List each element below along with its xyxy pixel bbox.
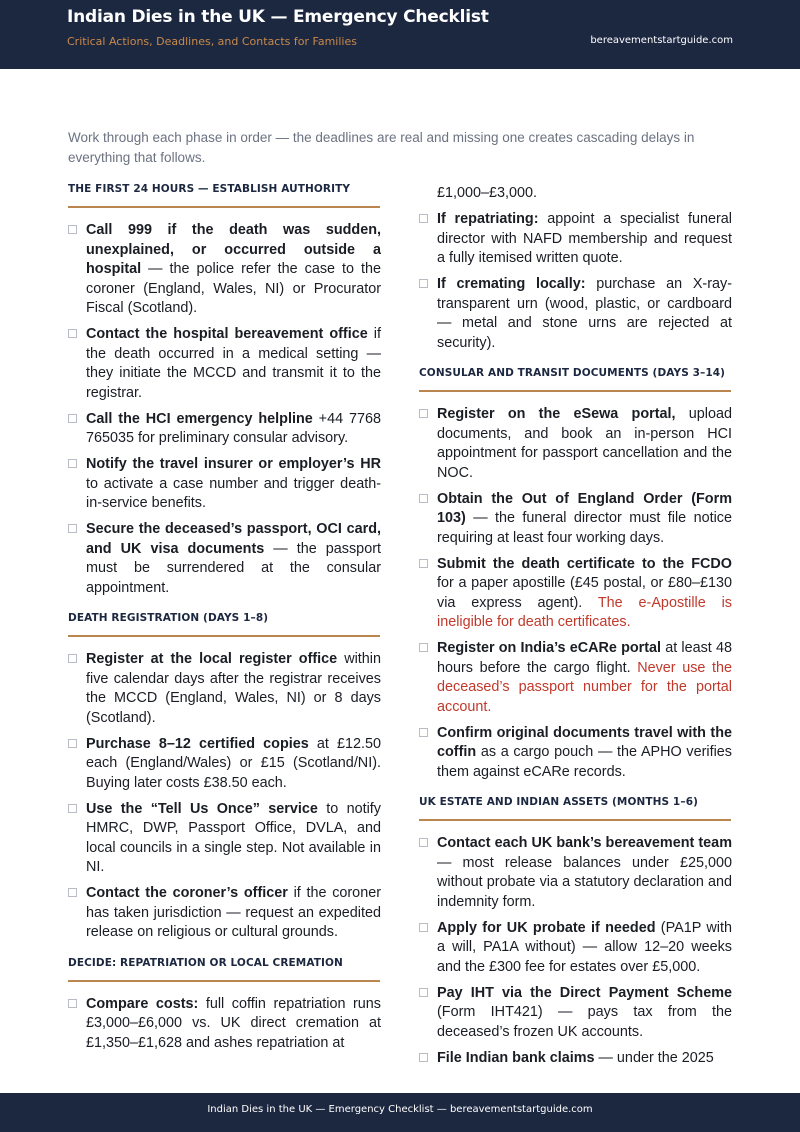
checkbox[interactable] [419, 728, 428, 737]
page-footer: Indian Dies in the UK — Emergency Checklist — bereavementstartguide.com [0, 1093, 800, 1132]
section-decide [68, 957, 381, 1054]
item-detail: — most release balances under £25,000 without probate via a statutory declaration and indemnity form. [437, 854, 732, 910]
item-detail: at £12.50 each (England/Wales) or £15 (Scotland/NI). Buying later costs £38.50 each. [86, 735, 382, 791]
item-action: File Indian bank claims [437, 1049, 595, 1066]
checkbox[interactable] [419, 494, 428, 503]
section-divider [68, 206, 380, 208]
checkbox[interactable] [68, 524, 77, 533]
checklist-item [419, 210, 732, 269]
section-estate [419, 796, 732, 1068]
checklist-item [419, 275, 732, 353]
item-detail: (PA1P with a will, PA1A without) — allow 12–20 weeks and the £300 fee for estates over £5,000. [437, 919, 732, 975]
section-heading: UK ESTATE AND INDIAN ASSETS (MONTHS 1–6) [419, 796, 698, 808]
checklist-item [68, 884, 381, 943]
item-action: Use the “Tell Us Once” service [86, 800, 318, 817]
item-detail: +44 7768 765035 for preliminary consular advisory. [86, 410, 382, 446]
checkbox[interactable] [419, 923, 428, 932]
item-detail: (Form IHT421) — pays tax from the deceased’s frozen UK accounts. [437, 1004, 732, 1040]
item-action: Register at the local register office [86, 651, 338, 667]
item-action: Contact the coroner’s officer [86, 885, 288, 901]
section-first-24-hours [68, 183, 381, 598]
checklist-item [419, 834, 732, 912]
checkbox[interactable] [68, 329, 77, 338]
item-action: Confirm original documents travel with the coffin [437, 724, 732, 760]
item-detail: if the coroner has taken jurisdiction — request an expedited release on religious or cultural grounds. [86, 885, 381, 940]
item-action: Notify the travel insurer or employer’s HR [86, 456, 381, 472]
continued-text: £1,000–£3,000. [437, 185, 538, 201]
checklist-item [419, 490, 732, 549]
section-death-registration [68, 612, 381, 943]
item-action: Compare costs: [86, 995, 199, 1012]
section-divider [68, 635, 380, 637]
item-action: Secure the deceased’s passport, OCI card, and UK visa documents [86, 521, 381, 557]
checkbox[interactable] [68, 414, 77, 423]
item-detail: to notify HMRC, DWP, Passport Office, DVLA, and local councils in a single step. Not available in NI. [86, 800, 381, 875]
section-divider [419, 390, 731, 392]
item-warning: Never use the deceased’s passport number for the portal account. [437, 659, 732, 715]
item-detail: — the police refer the case to the coroner (England, Wales, NI) or Procurator Fiscal (Scotland). [86, 261, 381, 316]
item-action: Submit the death certificate to the FCDO [437, 555, 732, 572]
checkbox[interactable] [419, 559, 428, 568]
item-action: Contact each UK bank’s bereavement team [437, 835, 732, 851]
item-action: Pay IHT via the Direct Payment Scheme [437, 984, 732, 1001]
left-column [68, 183, 381, 1067]
document-title: Indian Dies in the UK — Emergency Checklist [67, 7, 489, 27]
section-heading: DEATH REGISTRATION (DAYS 1–8) [68, 612, 269, 624]
item-detail: at least 48 hours before the cargo flight. [437, 640, 732, 676]
item-detail: to activate a case number and trigger death-in-service benefits. [86, 475, 381, 511]
checkbox[interactable] [68, 225, 77, 234]
checkbox[interactable] [419, 1053, 428, 1062]
item-detail: — under the 2025 [594, 1049, 714, 1066]
item-detail: full coffin repatriation runs £3,000–£6,000 vs. UK direct cremation at £1,350–£1,628 and ashes repatriation at [86, 995, 382, 1051]
checklist-item [68, 995, 381, 1054]
checklist-item [68, 455, 381, 514]
item-action: Purchase 8–12 certified copies [86, 735, 309, 752]
checkbox[interactable] [419, 279, 428, 288]
item-action: Register on India’s eCARe portal [437, 640, 662, 656]
item-detail: appoint a specialist funeral director with NAFD membership and request a fully itemised written quote. [437, 211, 732, 266]
checklist-item [68, 735, 381, 794]
checkbox[interactable] [419, 214, 428, 223]
item-action: Apply for UK probate if needed [437, 919, 656, 936]
checkbox[interactable] [68, 999, 77, 1008]
item-action: If cremating locally: [437, 276, 586, 292]
item-action: Register on the eSewa portal, [437, 406, 676, 422]
section-heading: CONSULAR AND TRANSIT DOCUMENTS (DAYS 3–14) [419, 367, 726, 379]
checkbox[interactable] [68, 459, 77, 468]
checkbox[interactable] [419, 988, 428, 997]
section-heading: THE FIRST 24 HOURS — ESTABLISH AUTHORITY [68, 183, 351, 195]
item-action: Call 999 if the death was sudden, unexplained, or occurred outside a hospital [86, 222, 381, 277]
section-decide-continued [419, 210, 732, 353]
item-detail: within five calendar days after the registrar receives the MCCD (England, Wales, NI) or 8 days (Scotland). [86, 651, 381, 726]
item-detail: if the death occurred in a medical setting — they initiate the MCCD and transmit it to the registrar. [86, 326, 381, 401]
right-column [419, 184, 732, 1082]
site-url[interactable]: bereavementstartguide.com [590, 35, 733, 46]
page-header [0, 0, 800, 69]
checklist-item [68, 325, 381, 403]
checklist-item [68, 410, 381, 449]
item-action: If repatriating: [437, 211, 539, 227]
checkbox[interactable] [419, 838, 428, 847]
checkbox[interactable] [68, 804, 77, 813]
document-subtitle: Critical Actions, Deadlines, and Contacts for Families [67, 35, 357, 48]
checklist-item [68, 650, 381, 728]
item-detail: — the passport must be surrendered at the consular appointment. [86, 540, 381, 596]
section-divider [68, 980, 380, 982]
item-warning: The e-Apostille is ineligible for death certificates. [437, 594, 732, 630]
checklist-item [419, 555, 732, 633]
checklist-item [419, 724, 732, 783]
checklist-item [419, 639, 732, 717]
checkbox[interactable] [419, 409, 428, 418]
checklist-item [419, 984, 732, 1043]
item-action: Call the HCI emergency helpline [86, 410, 313, 427]
checklist-item [68, 800, 381, 878]
item-detail: as a cargo pouch — the APHO verifies them against eCARe records. [437, 744, 732, 780]
checkbox[interactable] [68, 654, 77, 663]
checklist-item [419, 919, 732, 978]
item-action: Obtain the Out of England Order (Form 103) [437, 490, 732, 526]
checklist-item [68, 520, 381, 598]
item-detail: upload documents, and book an in-person HCI appointment for passport cancellation and the NOC. [437, 406, 732, 481]
section-consular [419, 367, 732, 782]
checkbox[interactable] [68, 888, 77, 897]
checklist-item [68, 221, 381, 319]
section-heading: DECIDE: REPATRIATION OR LOCAL CREMATION [68, 956, 343, 969]
section-divider [419, 819, 731, 821]
item-detail: — the funeral director must file notice requiring at least four working days. [437, 510, 732, 546]
checklist-item [419, 405, 732, 483]
item-detail: purchase an X-ray-transparent urn (wood, plastic, or cardboard — metal and stone urns are rejected at security). [437, 276, 733, 351]
checklist-item [419, 1049, 732, 1069]
item-detail: for a paper apostille (£45 postal, or £80–£130 via express agent). [437, 575, 732, 611]
item-action: Contact the hospital bereavement office [86, 326, 368, 342]
checkbox[interactable] [68, 739, 77, 748]
checkbox[interactable] [419, 643, 428, 652]
intro-text: Work through each phase in order — the deadlines are real and missing one creates cascading delays in everything that follows. [68, 130, 695, 165]
